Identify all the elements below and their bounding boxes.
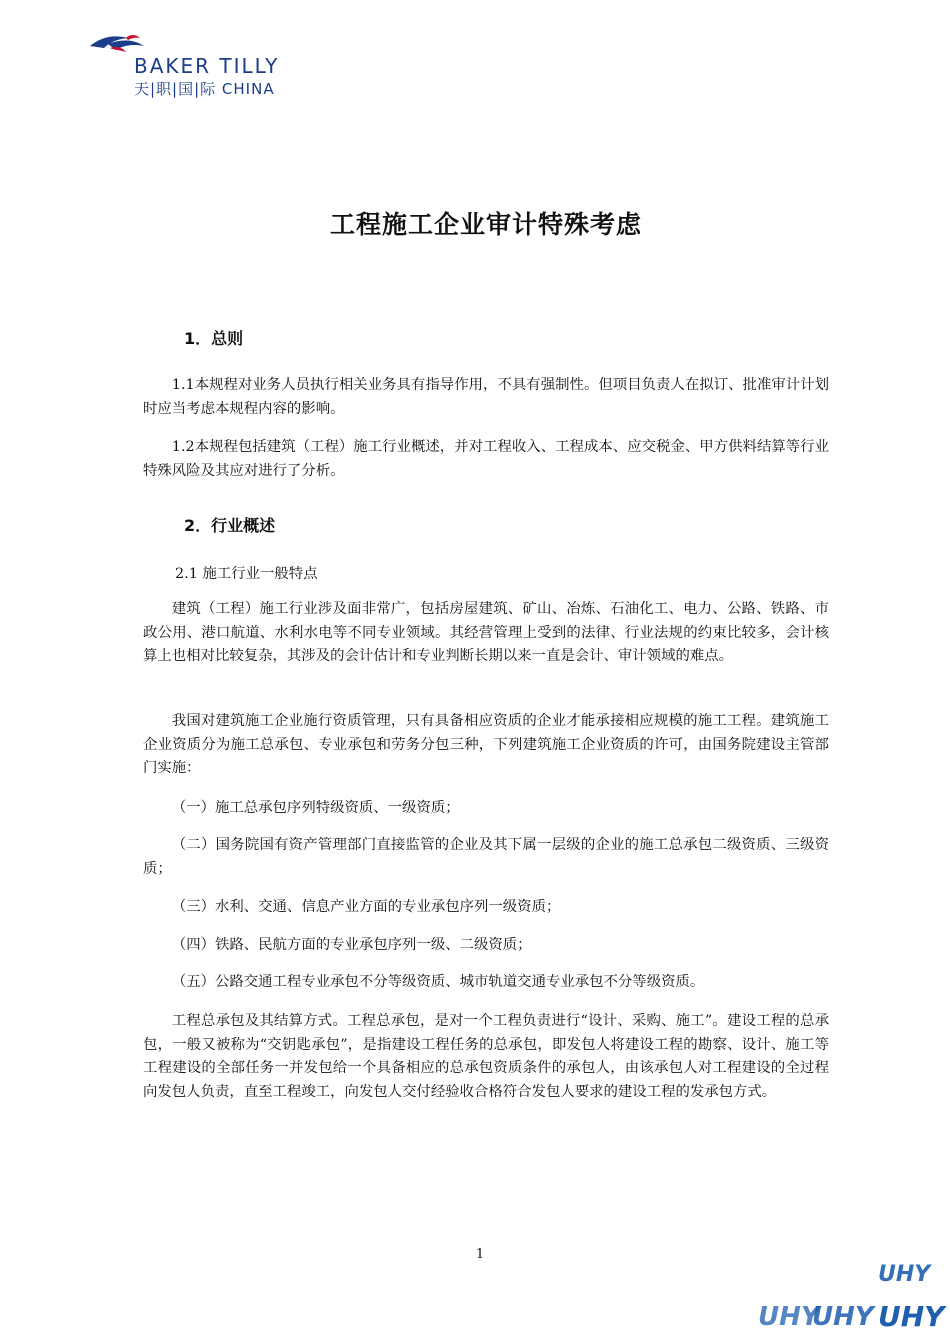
paragraph: 我国对建筑施工企业施行资质管理，只有具备相应资质的企业才能承接相应规模的施工工程。建筑施工企业资质分为施工总承包、专业承包和劳务分包三种，下列建筑施工企业资质的许可，由国务院建设主管部门实施： <box>143 713 829 776</box>
list-item: （二）国务院国有资产管理部门直接监管的企业及其下属一层级的企业的施工总承包二级资质、三级资质； <box>143 837 829 877</box>
uhy-watermark: UHY <box>758 1302 820 1332</box>
document-title: 工程施工企业审计特殊考虑 <box>329 210 642 239</box>
list-item: （四）铁路、民航方面的专业承包序列一级、二级资质； <box>171 937 532 953</box>
logo-chinese-wordmark: 天|职|国|际 CHINA <box>134 80 275 98</box>
paragraph: 工程总承包及其结算方式。工程总承包，是对一个工程负责进行“设计、采购、施工”。建设工程的总承包，一般又被称为“交钥匙承包”，是指建设工程任务的总承包，即发包人将建设工程的勘察、设计、施工等工程建设的全部任务一并发包给一个具备相应的总承包资质条件的承包人，由该承包人对工程建设的全过程向发包人负责，直至工程竣工，向发包人交付经验收合格符合发包人要求的建设工程的发承包方式。 <box>143 1013 829 1100</box>
uhy-watermark: UHY <box>878 1300 945 1333</box>
logo-wordmark: BAKER TILLY <box>134 54 280 78</box>
section-heading-industry-overview: 2．行业概述 <box>184 516 276 535</box>
list-item: （五）公路交通工程专业承包不分等级资质、城市轨道交通专业承包不分等级资质。 <box>171 974 705 990</box>
paragraph: 1.2本规程包括建筑（工程）施工行业概述，并对工程收入、工程成本、应交税金、甲方供料结算等行业特殊风险及其应对进行了分析。 <box>143 439 829 479</box>
list-item: （一）施工总承包序列特级资质、一级资质； <box>171 800 460 816</box>
paragraph: 建筑（工程）施工行业涉及面非常广，包括房屋建筑、矿山、冶炼、石油化工、电力、公路、铁路、市政公用、港口航道、水利水电等不同专业领域。其经营管理上受到的法律、行业法规的约束比较多，会计核算上也相对比较复杂，其涉及的会计估计和专业判断长期以来一直是会计、审计领域的难点。 <box>143 601 829 664</box>
baker-tilly-logo <box>88 30 318 100</box>
page-number: 1 <box>475 1247 485 1262</box>
list-item: （三）水利、交通、信息产业方面的专业承包序列一级资质； <box>171 899 561 915</box>
uhy-watermark: UHY <box>812 1302 874 1332</box>
section-heading-general: 1．总则 <box>184 329 244 348</box>
uhy-watermark: UHY <box>878 1262 931 1287</box>
paragraph: 1.1本规程对业务人员执行相关业务具有指导作用，不具有强制性。但项目负责人在拟订、批准审计计划时应当考虑本规程内容的影响。 <box>143 377 829 417</box>
subsection-heading: 2.1 施工行业一般特点 <box>175 566 318 582</box>
